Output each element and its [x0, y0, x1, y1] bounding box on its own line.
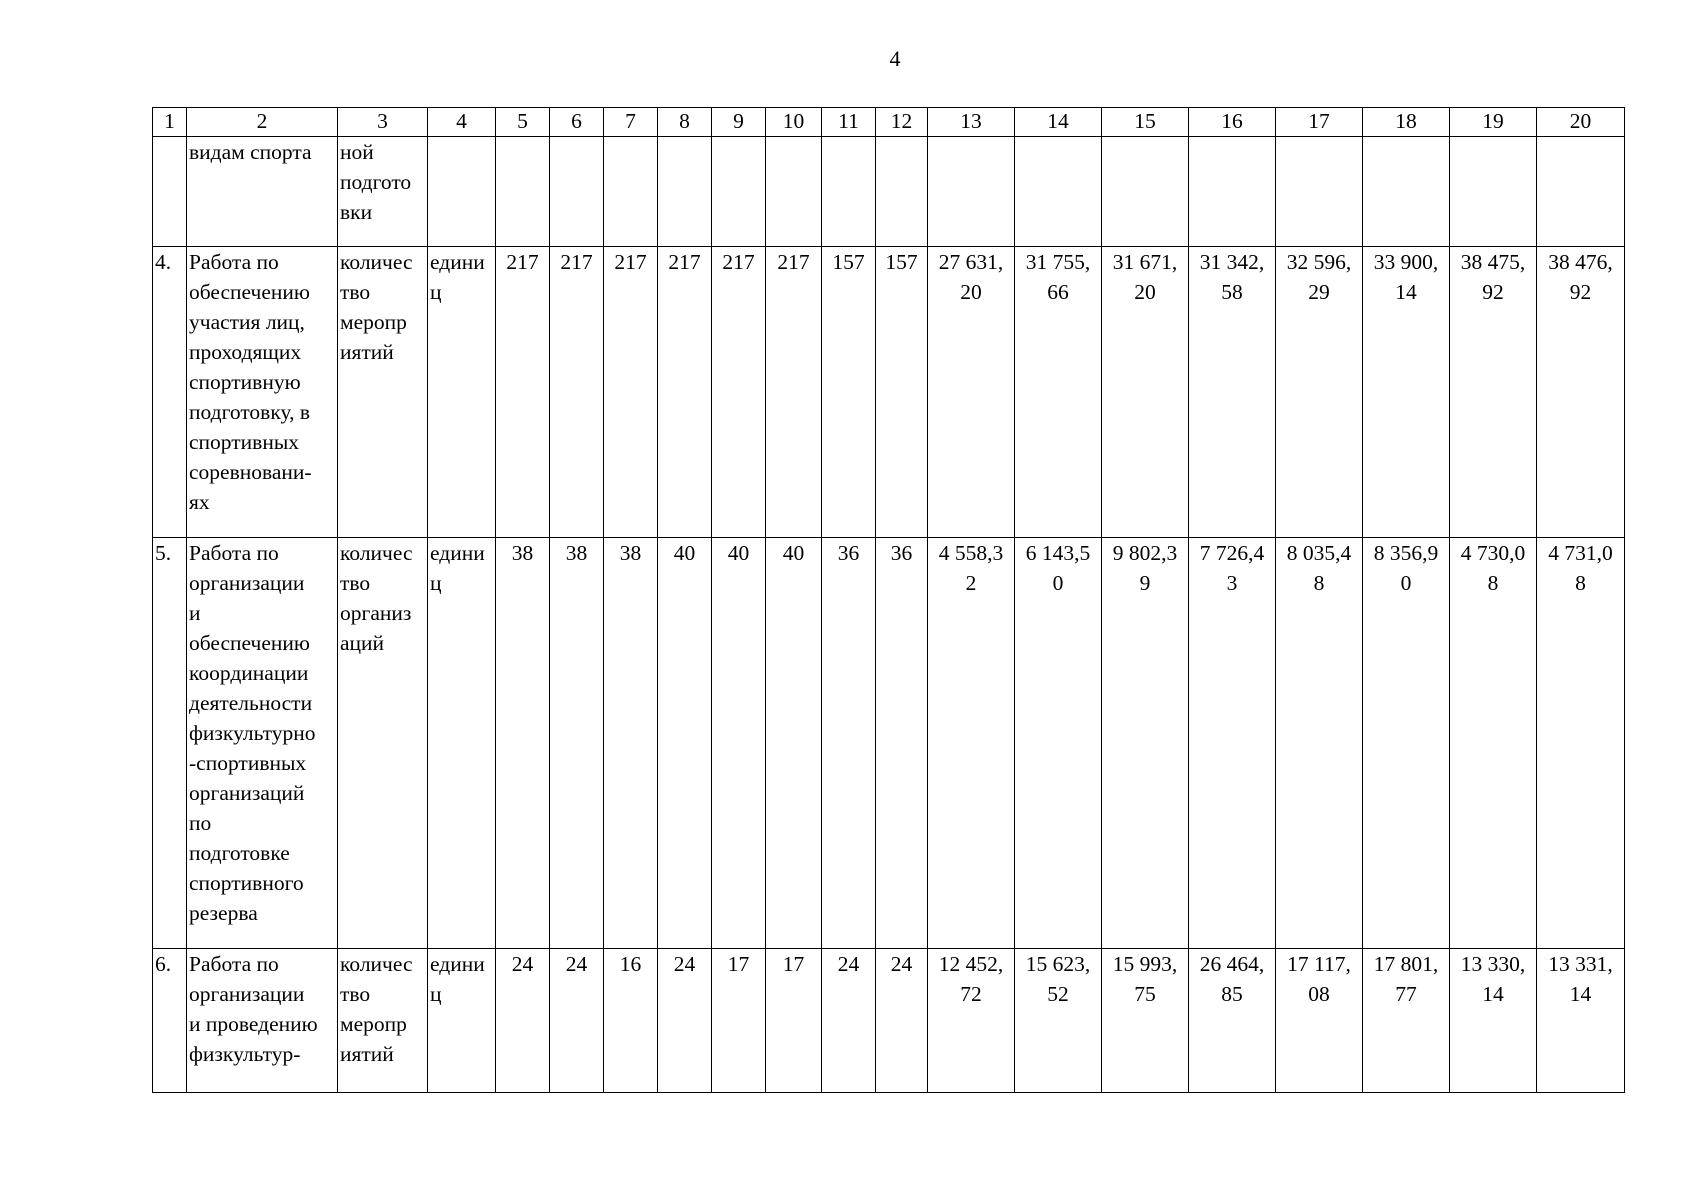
amount-cell: 6 143,5 0 [1015, 538, 1102, 949]
count-cell: 40 [766, 538, 822, 949]
count-cell [550, 137, 604, 247]
count-cell [658, 137, 712, 247]
unit-name: едини ц [428, 538, 496, 949]
column-header: 6 [550, 108, 604, 137]
column-header: 19 [1450, 108, 1537, 137]
amount-cell [1102, 137, 1189, 247]
count-cell: 16 [604, 949, 658, 1093]
amount-cell [1450, 137, 1537, 247]
column-header: 5 [496, 108, 550, 137]
count-cell: 157 [822, 247, 876, 538]
work-name: Работа по обеспечению участия лиц, проходящих спортивную подготовку, в спортивных соревновани- ях [187, 247, 338, 538]
work-name: видам спорта [187, 137, 338, 247]
amount-cell: 38 476, 92 [1537, 247, 1625, 538]
count-cell: 36 [876, 538, 928, 949]
amount-cell: 15 993, 75 [1102, 949, 1189, 1093]
amount-cell: 13 330, 14 [1450, 949, 1537, 1093]
column-header: 11 [822, 108, 876, 137]
count-cell: 217 [550, 247, 604, 538]
amount-cell: 8 035,4 8 [1276, 538, 1363, 949]
count-cell [822, 137, 876, 247]
amount-cell [928, 137, 1015, 247]
indicator-name: количес тво меропр иятий [338, 949, 428, 1093]
count-cell: 40 [658, 538, 712, 949]
column-header: 4 [428, 108, 496, 137]
amount-cell: 7 726,4 3 [1189, 538, 1276, 949]
count-cell: 217 [496, 247, 550, 538]
row-number: 4. [153, 247, 187, 538]
amount-cell: 8 356,9 0 [1363, 538, 1450, 949]
column-header: 8 [658, 108, 712, 137]
indicator-name: ной подгото вки [338, 137, 428, 247]
count-cell [496, 137, 550, 247]
column-header: 3 [338, 108, 428, 137]
count-cell: 38 [496, 538, 550, 949]
amount-cell: 31 671, 20 [1102, 247, 1189, 538]
amount-cell [1537, 137, 1625, 247]
row-number: 5. [153, 538, 187, 949]
column-header: 2 [187, 108, 338, 137]
amount-cell [1276, 137, 1363, 247]
column-header: 10 [766, 108, 822, 137]
count-cell: 38 [550, 538, 604, 949]
work-name: Работа по организации и проведению физкультур- [187, 949, 338, 1093]
count-cell: 24 [496, 949, 550, 1093]
table-row [153, 247, 1625, 538]
count-cell: 38 [604, 538, 658, 949]
count-cell: 36 [822, 538, 876, 949]
count-cell: 217 [604, 247, 658, 538]
amount-cell: 38 475, 92 [1450, 247, 1537, 538]
amount-cell [1189, 137, 1276, 247]
table-row [153, 137, 1625, 247]
count-cell: 157 [876, 247, 928, 538]
count-cell: 24 [550, 949, 604, 1093]
table-header-row [153, 108, 1625, 137]
count-cell: 17 [712, 949, 766, 1093]
amount-cell [1015, 137, 1102, 247]
count-cell: 40 [712, 538, 766, 949]
column-header: 15 [1102, 108, 1189, 137]
unit-name: едини ц [428, 247, 496, 538]
amount-cell: 31 342, 58 [1189, 247, 1276, 538]
amount-cell [1363, 137, 1450, 247]
column-header: 9 [712, 108, 766, 137]
amount-cell: 9 802,3 9 [1102, 538, 1189, 949]
row-number [153, 137, 187, 247]
column-header: 16 [1189, 108, 1276, 137]
column-header: 1 [153, 108, 187, 137]
unit-name: едини ц [428, 949, 496, 1093]
count-cell [876, 137, 928, 247]
count-cell [604, 137, 658, 247]
count-cell: 217 [766, 247, 822, 538]
amount-cell: 4 558,3 2 [928, 538, 1015, 949]
count-cell: 17 [766, 949, 822, 1093]
column-header: 14 [1015, 108, 1102, 137]
table-row [153, 949, 1625, 1093]
column-header: 12 [876, 108, 928, 137]
count-cell: 24 [876, 949, 928, 1093]
amount-cell: 4 731,0 8 [1537, 538, 1625, 949]
count-cell: 24 [822, 949, 876, 1093]
amount-cell: 13 331, 14 [1537, 949, 1625, 1093]
count-cell [712, 137, 766, 247]
count-cell: 24 [658, 949, 712, 1093]
page-number: 4 [889, 46, 901, 71]
amount-cell: 17 117, 08 [1276, 949, 1363, 1093]
amount-cell: 12 452, 72 [928, 949, 1015, 1093]
amount-cell: 4 730,0 8 [1450, 538, 1537, 949]
count-cell [766, 137, 822, 247]
column-header: 13 [928, 108, 1015, 137]
amount-cell: 32 596, 29 [1276, 247, 1363, 538]
amount-cell: 31 755, 66 [1015, 247, 1102, 538]
amount-cell: 26 464, 85 [1189, 949, 1276, 1093]
count-cell: 217 [658, 247, 712, 538]
indicator-name: количес тво меропр иятий [338, 247, 428, 538]
amount-cell: 33 900, 14 [1363, 247, 1450, 538]
unit-name [428, 137, 496, 247]
column-header: 7 [604, 108, 658, 137]
column-header: 17 [1276, 108, 1363, 137]
indicator-name: количес тво организ аций [338, 538, 428, 949]
amount-cell: 27 631, 20 [928, 247, 1015, 538]
row-number: 6. [153, 949, 187, 1093]
data-table [152, 107, 1625, 1093]
amount-cell: 17 801, 77 [1363, 949, 1450, 1093]
column-header: 20 [1537, 108, 1625, 137]
table-row [153, 538, 1625, 949]
count-cell: 217 [712, 247, 766, 538]
work-name: Работа по организации и обеспечению координации деятельности физкультурно -спортивных организаций по подготовке спортивного резерва [187, 538, 338, 949]
amount-cell: 15 623, 52 [1015, 949, 1102, 1093]
column-header: 18 [1363, 108, 1450, 137]
